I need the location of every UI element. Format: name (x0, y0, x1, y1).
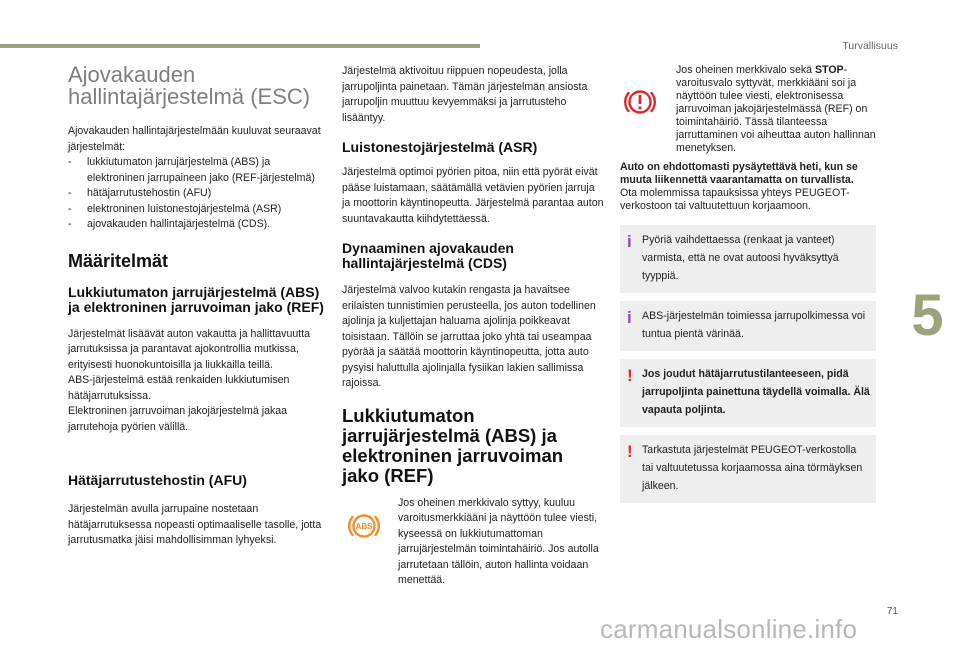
abs-paragraph-2: ABS-järjestelmä estää renkaiden lukkiutumisen hätäjarrutuksissa. (68, 374, 290, 402)
column-1 (68, 64, 326, 549)
abs-paragraph-3: Elektroninen jarruvoiman jakojärjestelmä jakaa jarrutehoja pyörien välillä. (68, 405, 288, 433)
afu-continued-text: Järjestelmä aktivoituu riippuen nopeudesta, jolla jarrupoljinta painetaan. Tämän järjestelmän ansiosta jarrupoljin muuttuu kevyemmäksi ja jarrutusteho lisääntyy. (342, 65, 588, 124)
stop-word: STOP (814, 64, 844, 76)
abs2-heading: Lukkiutumaton jarrujärjestelmä (ABS) ja elektroninen jarruvoiman jako (REF) (342, 404, 564, 486)
abs-heading: Lukkiutumaton jarrujärjestelmä (ABS) ja elektroninen jarruvoiman jako (REF) (68, 283, 324, 315)
watermark: carmanualsonline.info (600, 614, 858, 644)
brake-warning-block (620, 64, 876, 155)
info-icon: i (627, 308, 632, 327)
list-item: - elektroninen luistonestojärjestelmä (ASR) (68, 202, 326, 218)
stop-warning-bold: Auto on ehdottomasti pysäytettävä heti, kun se muuta liikennettä vaarantamatta on turvallista. (620, 161, 858, 186)
info-box-abs (620, 301, 876, 351)
warning-icon: ! (627, 442, 633, 461)
list-item: - lukkiutumaton jarrujärjestelmä (ABS) ja elektroninen jarrupaineen jako (REF-järjestelmä) (68, 155, 326, 186)
definitions-heading: Määritelmät (68, 250, 169, 271)
warning-box-check (620, 435, 876, 503)
page-title (68, 64, 326, 108)
abs-warning-block (342, 496, 604, 589)
info-box-tyres-text: Pyöriä vaihdettaessa (renkaat ja vanteet) varmista, että ne ovat autoosi hyväksyttyä tyyppiä. (642, 234, 839, 282)
chapter-tab: 5 (895, 268, 960, 362)
page-title-line2: hallintajärjestelmä (ESC) (68, 84, 311, 109)
section-title: Turvallisuus (842, 40, 898, 52)
top-rule (0, 44, 480, 48)
list-item: - ajovakauden hallintajärjestelmä (CDS). (68, 217, 326, 233)
column-2 (342, 64, 604, 589)
warning-box-emergency-text: Jos joudut hätäjarrutustilanteeseen, pidä jarrupoljinta painettuna täydellä voimalla. Älä vapauta poljinta. (642, 368, 870, 416)
asr-text: Järjestelmä optimoi pyörien pitoa, niin että pyörät eivät pääse luistamaan, säätämällä vetävien pyörien jarruja ja moottorin käyntinopeutta. Järjestelmä parantaa auton suuntavakautta kiihdytettäessä. (342, 166, 604, 225)
info-box-tyres (620, 225, 876, 293)
cds-text: Järjestelmä valvoo kutakin rengasta ja havaitsee erilaisten tunnistimien perusteella, jos auton todellinen ajolinja ja kuljettajan haluama ajolinja poikkeavat toisistaan. Tällöin se jarruttaa joko yhtä tai useampaa pyörää ja säätää moottorin käyntinopeutta, jotta auto pysyisi haluttulla ajolinjalla fysiikan lakien sallimissa rajoissa. (342, 284, 596, 389)
brake-warning-icon (622, 84, 658, 120)
abs2-text: Jos oheinen merkkivalo syttyy, kuuluu varoitusmerkkiääni ja näyttöön tulee viesti, kyseessä on lukkiutumattoman jarrujärjestelmän toimintahäiriö. Jos autolla jarrutetaan tällöin, auton hallinta voidaan menettää. (398, 496, 599, 586)
warning-icon: ! (627, 366, 633, 385)
intro-text: Ajovakauden hallintajärjestelmään kuuluvat seuraavat järjestelmät: (68, 125, 321, 153)
asr-heading: Luistonestojärjestelmä (ASR) (342, 139, 538, 155)
afu-heading: Hätäjarrutustehostin (AFU) (68, 472, 247, 488)
abs-paragraph-1: Järjestelmät lisäävät auton vakautta ja hallittavuutta jarrutuksissa ja parantavat ajokontrollia mutkissa, erityisesti huonokuntoisilla ja liukkailla teillä. (68, 327, 311, 371)
afu-text: Järjestelmän avulla jarrupaine nostetaan hätäjarrutuksessa nopeasti optimaaliselle tasolle, jotta jarrutusmatka jäisi mahdollisimman lyhyeksi. (68, 503, 322, 546)
info-box-abs-text: ABS-järjestelmän toimiessa jarrupolkimessa voi tuntua pientä värinää. (642, 310, 866, 340)
svg-text:ABS: ABS (355, 521, 373, 531)
system-list (68, 155, 326, 233)
column-3 (620, 64, 876, 503)
stop-text (676, 64, 876, 155)
stop-warning-text: Ota molemmissa tapauksissa yhteys PEUGEOT-verkostoon tai valtuutettuun korjaamoon. (620, 187, 850, 212)
page-title-line1: Ajovakauden (68, 62, 196, 87)
page-number: 71 (886, 606, 898, 617)
info-icon: i (627, 232, 632, 251)
stop-text-pre: Jos oheinen merkkivalo sekä (676, 64, 815, 76)
warning-box-emergency (620, 359, 876, 427)
cds-heading: Dynaaminen ajovakauden hallintajärjestelmä (CDS) (342, 240, 514, 271)
stop-text-post: -varoitusvalo syttyvät, merkkiääni soi ja näyttöön tulee viesti, elektronisessa jarruvoiman jakojärjestelmässä (REF) on toimintahäiriö. Tässä tilanteessa jarruttaminen voi aiheuttaa auton hallinnan menetyksen. (676, 64, 876, 154)
warning-box-check-text: Tarkastuta järjestelmät PEUGEOT-verkostolla tai valtuutetussa korjaamossa aina törmäyksen jälkeen. (642, 444, 863, 492)
abs-warning-icon (346, 508, 382, 544)
list-item: - hätäjarrutustehostin (AFU) (68, 186, 326, 202)
